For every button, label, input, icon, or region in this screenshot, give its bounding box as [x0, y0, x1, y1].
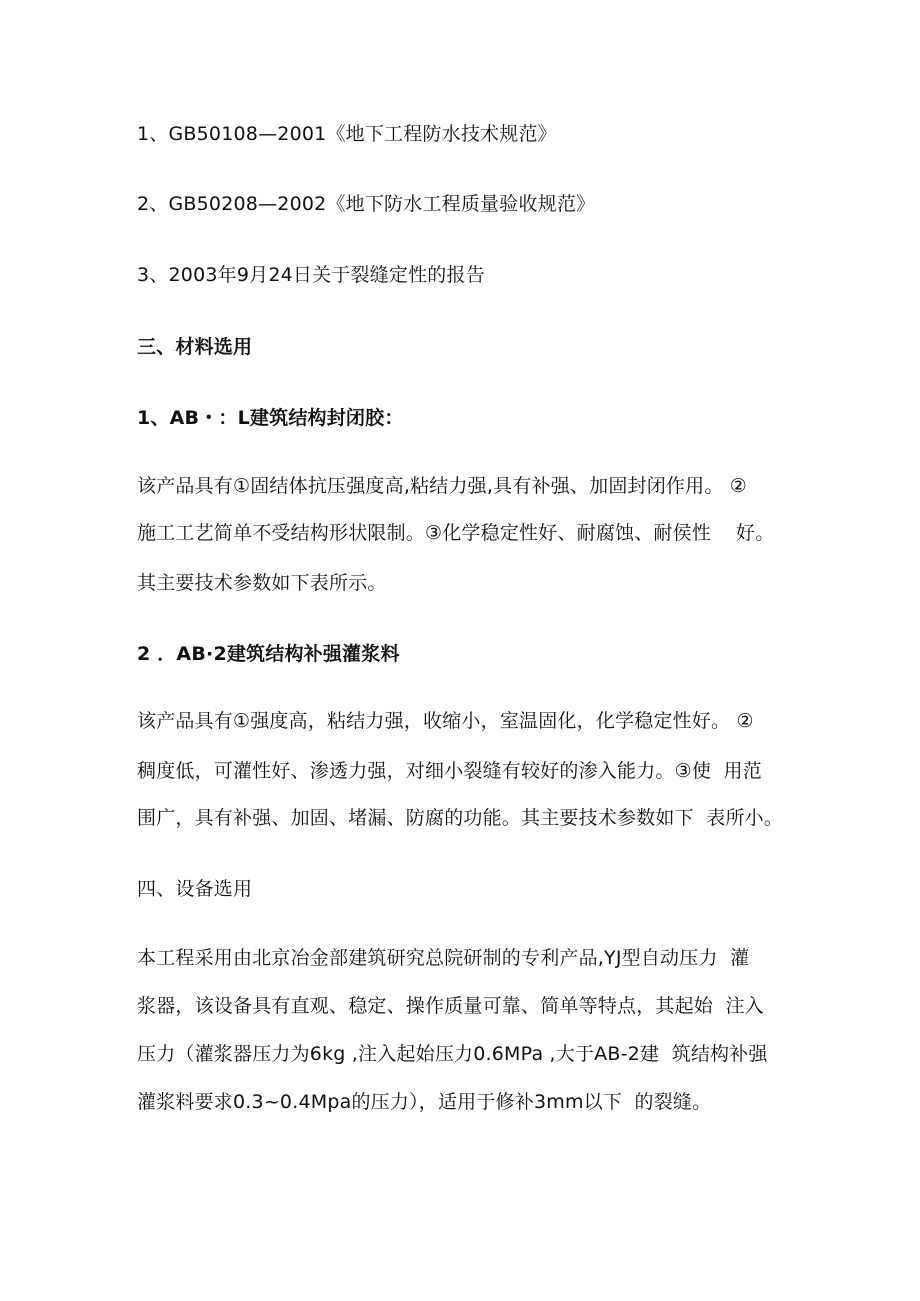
reference-2: 2、GB50208—2002《地下防水工程质量验收规范》 [137, 193, 596, 215]
reference-3: 3、2003年9月24日关于裂缝定性的报告 [137, 264, 485, 286]
section-4-paragraph-line-2: 浆器，该设备具有直观、稳定、操作质量可靠、简单等特点，其起始 注入 [137, 995, 764, 1017]
item-1-paragraph-line-2: 施工工艺简单不受结构形状限制。③化学稳定性好、耐腐蚀、耐侯性 好。 [137, 522, 775, 544]
section-4-paragraph-line-4: 灌浆料要求0.3~0.4Mpa的压力），适用于修补3mm以下 的裂缝。 [137, 1091, 712, 1113]
item-2-title: 2 ．AB·2建筑结构补强灌浆料 [137, 643, 400, 665]
item-2-paragraph-line-1: 该产品具有①强度高，粘结力强，收缩小，室温固化，化学稳定性好。 ② [137, 710, 754, 732]
section-4-paragraph-line-1: 本工程采用由北京冶金部建筑研究总院研制的专利产品,YJ型自动压力 灌 [137, 947, 750, 969]
item-1-paragraph-line-3: 其主要技术参数如下表所示。 [137, 572, 387, 594]
section-3-heading: 三、材料选用 [137, 336, 253, 358]
item-2-paragraph-line-3: 围广，具有补强、加固、堵漏、防腐的功能。其主要技术参数如下 表所小。 [137, 807, 784, 829]
item-1-paragraph-line-1: 该产品具有①固结体抗压强度高,粘结力强,具有补强、加固封闭作用。 ② [137, 475, 747, 497]
section-4-heading: 四、设备选用 [137, 878, 253, 900]
section-4-paragraph-line-3: 压力（灌浆器压力为6kg ,注入起始压力0.6MPa ,大于AB-2建 筑结构补强 [137, 1043, 768, 1065]
item-2-paragraph-line-2: 稠度低，可灌性好、渗透力强，对细小裂缝有较好的渗入能力。③使 用范 [137, 760, 762, 782]
item-1-title: 1、AB・：L建筑结构封闭胶： [137, 407, 404, 429]
reference-1: 1、GB50108—2001《地下工程防水技术规范》 [137, 123, 557, 145]
